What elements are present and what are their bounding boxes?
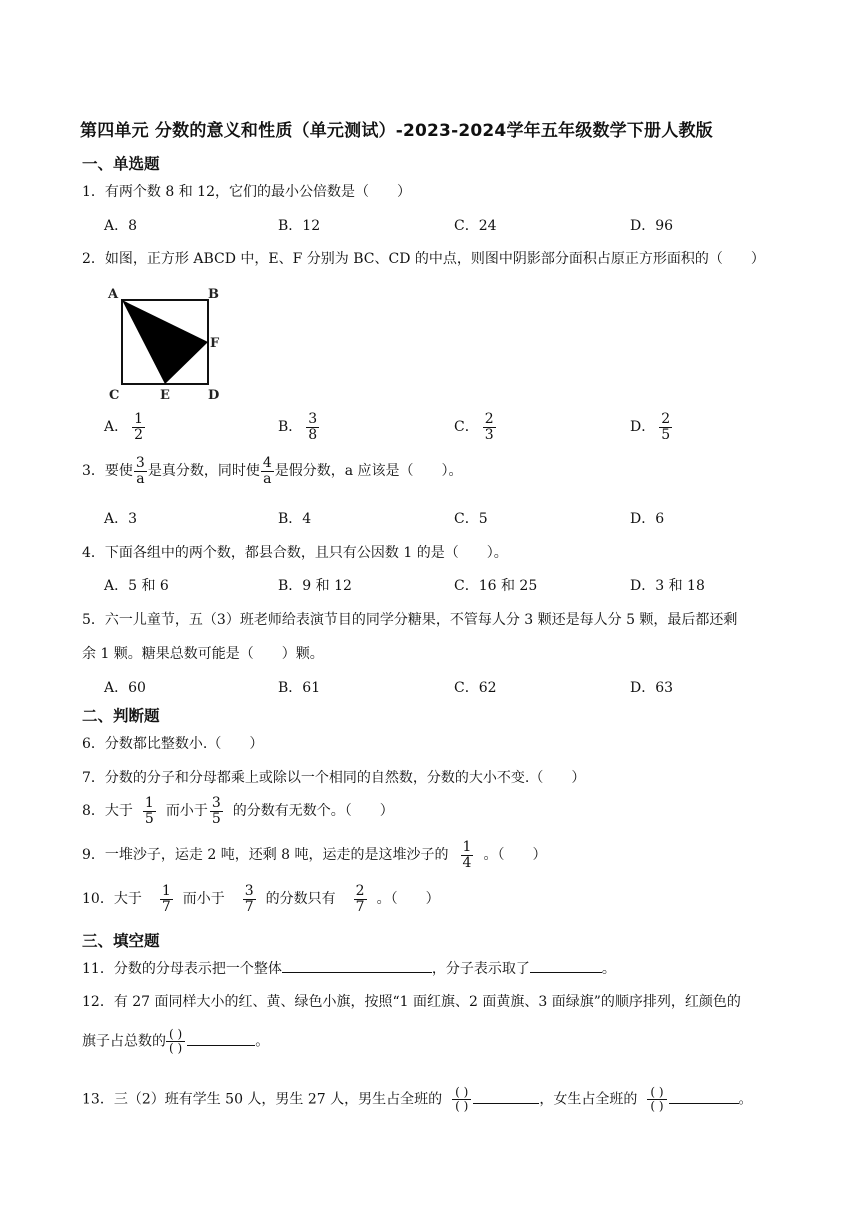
square-abcd-figure: [104, 282, 224, 404]
question-1: 1．有两个数 8 和 12，它们的最小公倍数是（ ）: [82, 184, 411, 200]
question-10: 10．大于 $\frac{1}{7}$ 而小于 $\frac{3}{7}$ 的分数只有 $\frac{2}{7}$ 。（ ）: [82, 883, 440, 915]
q1-option-a: A．8: [104, 218, 138, 234]
question-12-line-2: 旗子占总数的 ( ) ( ) 。: [82, 1027, 270, 1056]
answer-blank[interactable]: [473, 1089, 539, 1104]
q4-option-d: D．3 和 18: [630, 578, 705, 594]
q5-option-c: C．62: [454, 680, 497, 696]
question-13: 13．三（2）班有学生 50 人，男生 27 人，男生占全班的 ( ) ( ) ，女生占全班的 ( ) ( ) 。: [82, 1085, 753, 1114]
question-7: 7．分数的分子和分母都乘上或除以一个相同的自然数，分数的大小不变.（ ）: [82, 770, 586, 786]
q1-option-d: D．96: [630, 218, 674, 234]
shaded-triangle: [122, 300, 208, 384]
q1-option-c: C．24: [454, 218, 497, 234]
label-a: A: [108, 287, 119, 302]
label-f: F: [210, 336, 220, 351]
q2-option-b: B． $\frac{3}{8}$: [278, 411, 318, 443]
q5-option-a: A．60: [104, 680, 146, 696]
q3-option-b: B．4: [278, 511, 312, 527]
section-fill-in: 三、填空题: [82, 932, 160, 950]
question-6: 6．分数都比整数小.（ ）: [82, 736, 264, 752]
answer-blank[interactable]: [282, 958, 432, 973]
question-2: 2．如图，正方形 ABCD 中，E、F 分别为 BC、CD 的中点，则图中阴影部分面积占原正方形面积的（ ）: [82, 251, 765, 267]
q4-option-c: C．16 和 25: [454, 578, 538, 594]
q4-option-b: B．9 和 12: [278, 578, 352, 594]
label-e: E: [160, 388, 170, 403]
section-true-false: 二、判断题: [82, 707, 160, 725]
question-9: 9．一堆沙子，运走 2 吨，还剩 8 吨，运走的是这堆沙子的 $\frac{1}{4}$ 。（ ）: [82, 839, 547, 871]
q3-option-d: D．6: [630, 511, 665, 527]
label-d: D: [208, 388, 220, 403]
answer-blank[interactable]: [187, 1031, 255, 1046]
q5-option-b: B．61: [278, 680, 321, 696]
label-b: B: [208, 287, 219, 302]
answer-blank[interactable]: [530, 958, 602, 973]
question-5-line-1: 5．六一儿童节，五（3）班老师给表演节目的同学分糖果，不管每人分 3 颗还是每人分 5 颗，最后都还剩: [82, 612, 738, 628]
answer-blank[interactable]: [669, 1089, 739, 1104]
section-single-choice: 一、单选题: [82, 155, 160, 173]
q5-option-d: D．63: [630, 680, 674, 696]
q4-option-a: A．5 和 6: [104, 578, 169, 594]
q2-option-a: A． $\frac{1}{2}$: [104, 411, 144, 443]
page-title: 第四单元 分数的意义和性质（单元测试）-2023-2024学年五年级数学下册人教版: [80, 121, 713, 141]
question-8: 8．大于 $\frac{1}{5}$ 而小于 $\frac{3}{5}$ 的分数有无数个。（ ）: [82, 795, 394, 827]
q2-option-c: C． $\frac{2}{3}$: [454, 411, 494, 443]
q1-option-b: B．12: [278, 218, 321, 234]
question-3: 3．要使 $\frac{3}{a}$ 是真分数，同时使 $\frac{4}{a}$ 是假分数，a 应该是（ ）。: [82, 455, 463, 487]
label-c: C: [109, 388, 120, 403]
question-11: 11．分数的分母表示把一个整体 ，分子表示取了 。: [82, 958, 616, 978]
question-5-line-2: 余 1 颗。糖果总数可能是（ ）颗。: [82, 646, 324, 662]
question-4: 4．下面各组中的两个数，都县合数，且只有公因数 1 的是（ ）。: [82, 545, 508, 561]
q2-option-d: D． $\frac{2}{5}$: [630, 411, 671, 443]
q3-option-c: C．5: [454, 511, 488, 527]
q3-option-a: A．3: [104, 511, 138, 527]
question-12-line-1: 12．有 27 面同样大小的红、黄、绿色小旗，按照“1 面红旗、2 面黄旗、3 面绿旗”的顺序排列，红颜色的: [82, 994, 741, 1010]
